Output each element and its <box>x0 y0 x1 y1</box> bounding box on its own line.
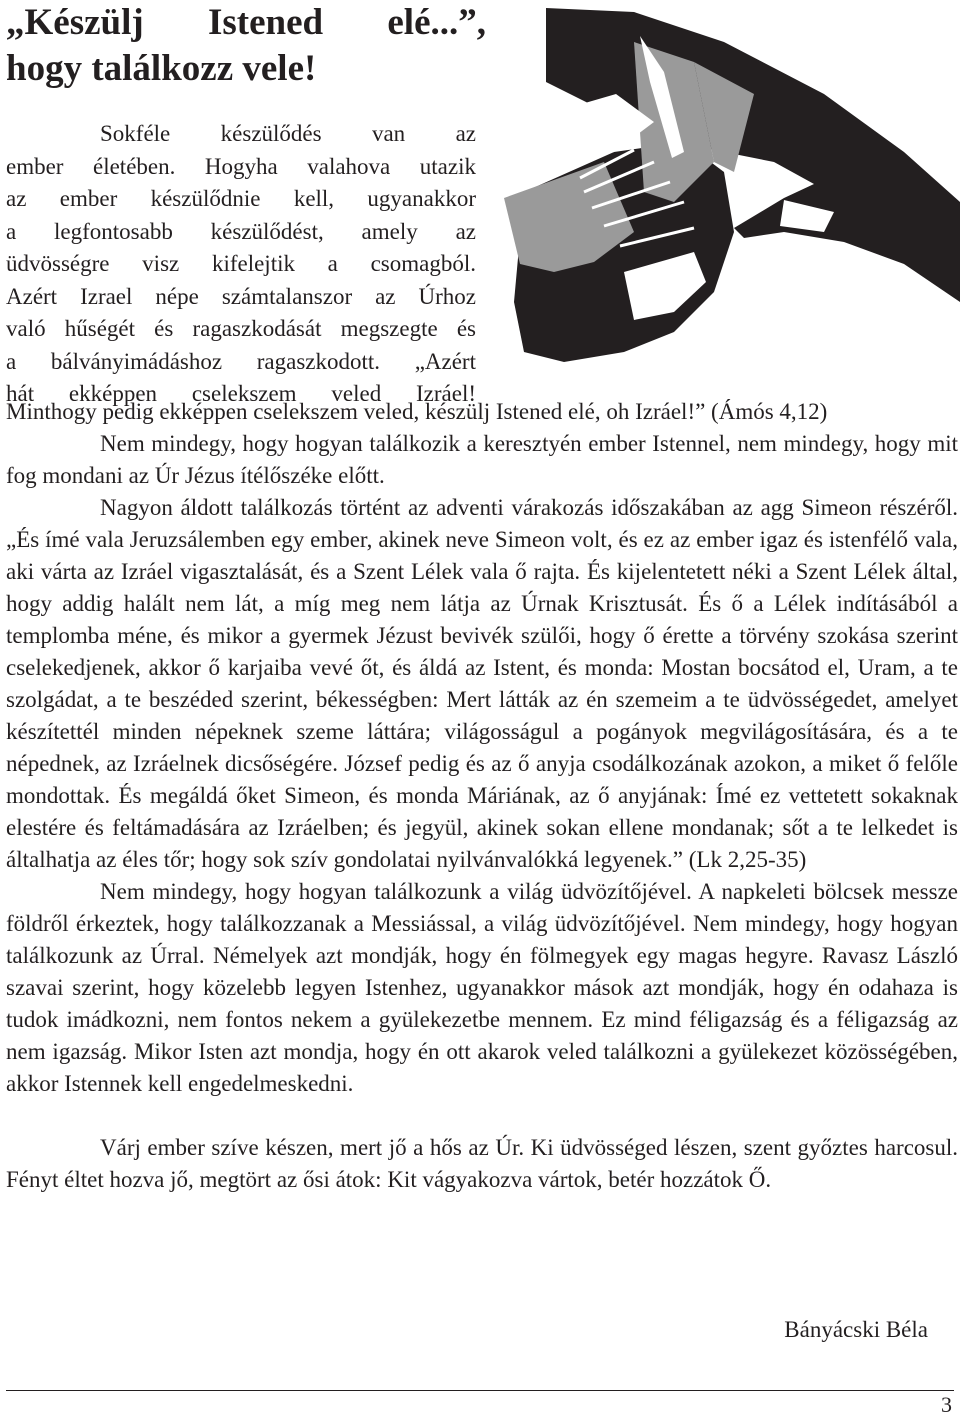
body-paragraph: Nem mindegy, hogy hogyan találkozunk a világ üdvözítőjével. A napkeleti bölcsek messze földről érkeztek, hogy találkozzanak a Messiással, a világ üdvözítőjével. Nem mindegy, hogy hogyan találkozunk az Úrral. Némelyek azt mondják, hogy én fölmegyek egy magas hegyre. Ravasz László szavai szerint, hogy közelebb legyen Istenhez, ugyanakkor mások azt mondják, hogy én odahaza is tudok imádkozni, nem fontos nekem a gyülekezetbe mennem. Ez mind féligazság és a féligazság az nem igazság. Mikor Isten azt mondja, hogy én ott akarok veled találkozni a gyülekezet közösségében, akkor Istennek kell engedelmeskedni. <box>6 879 958 1096</box>
title-line-2: hogy találkozz vele! <box>6 48 317 89</box>
intro-line: hát ekképpen cselekszem veled Izráel! <box>6 381 476 406</box>
body-paragraph-simeon: Nagyon áldott találkozás történt az adventi várakozás időszakában az agg Simeon részéről. „És ímé vala Jeruzsálemben egy ember, akinek neve Simeon volt, és ez az ember igaz és istenfélő vala, aki várta az Izráel vigasztalását, és a Szent Lélek vala ő rajta. És kijelentetett néki a Szent Lélek által, hogy addig halált nem lát, a míg meg nem látja az Úrnak Krisztusát. És ő a Lélek indításából a templomba méne, és mikor a gyermek Jézust bevivék szülői, hogy ő érette a törvény szokása szerint cselekedjenek, akkor ő karjaiba vevé őt, és áldá az Istent, és monda: Mostan bocsátod el, Uram, a te szolgádat, a te beszéded szerint, békességben: Mert látták az én szemeim a te üdvösségedet, amelyet készítettél minden népeknek szeme láttára; világosságul a pogányok megvilágosítására, és a te népednek, az Izráelnek dicsőségére. József pedig és az ő anyja csodálkozának azokon, a miket ő felőle mondottak. És megáldá őket Simeon, és monda Máriának, az ő anyjának: Ímé ez vettetett sokaknak elestére és feltámadására az Izráelben; és jegyül, akinek sokan ellene mondanak; sőt a te lelkedet is általhatja az éles tőr; hogy sok szív gondolatai nyilvánvalókká legyenek.” (Lk 2,25-35) <box>6 495 958 872</box>
intro-line: ember életében. Hogyha valahova utazik <box>6 153 476 179</box>
body-paragraph-continuation: Minthogy pedig ekképpen cselekszem veled, készülj Istened elé, oh Izráel!” (Ámós 4,12) <box>6 399 828 424</box>
footer-divider <box>6 1390 954 1391</box>
author-signature: Bányácski Béla <box>784 1317 928 1342</box>
intro-line: való hűségét és ragaszkodását megszegte és <box>6 316 476 341</box>
title-line-1: „Készülj Istened elé...”, <box>6 2 486 43</box>
hand-holding-book-icon <box>484 2 960 374</box>
article-body <box>6 396 958 1196</box>
body-paragraph: Nem mindegy, hogy hogyan találkozik a keresztyén ember Istennel, nem mindegy, hogy mit fog mondani az Úr Jézus ítélőszéke előtt. <box>6 431 958 488</box>
intro-line: a legfontosabb készülődést, amely az <box>6 218 476 244</box>
intro-line: Azért Izrael népe számtalanszor az Úrhoz <box>6 283 476 309</box>
article-title <box>6 0 486 92</box>
intro-line: az ember készülődnie kell, ugyanakkor <box>6 186 476 211</box>
intro-column <box>6 118 476 411</box>
intro-line: Sokféle készülődés van az <box>100 121 476 146</box>
page-number: 3 <box>941 1392 952 1417</box>
hymn-quote: Várj ember szíve készen, mert jő a hős az Úr. Ki üdvösséged lészen, szent győztes harcosul. Fényt éltet hozva jő, megtört az ősi átok: Kit vágyakozva vártok, betér hozzátok Ő. <box>6 1135 958 1192</box>
intro-line: a bálványimádáshoz ragaszkodott. „Azért <box>6 348 476 374</box>
intro-line: üdvösségre visz kifelejtik a csomagból. <box>6 251 476 276</box>
